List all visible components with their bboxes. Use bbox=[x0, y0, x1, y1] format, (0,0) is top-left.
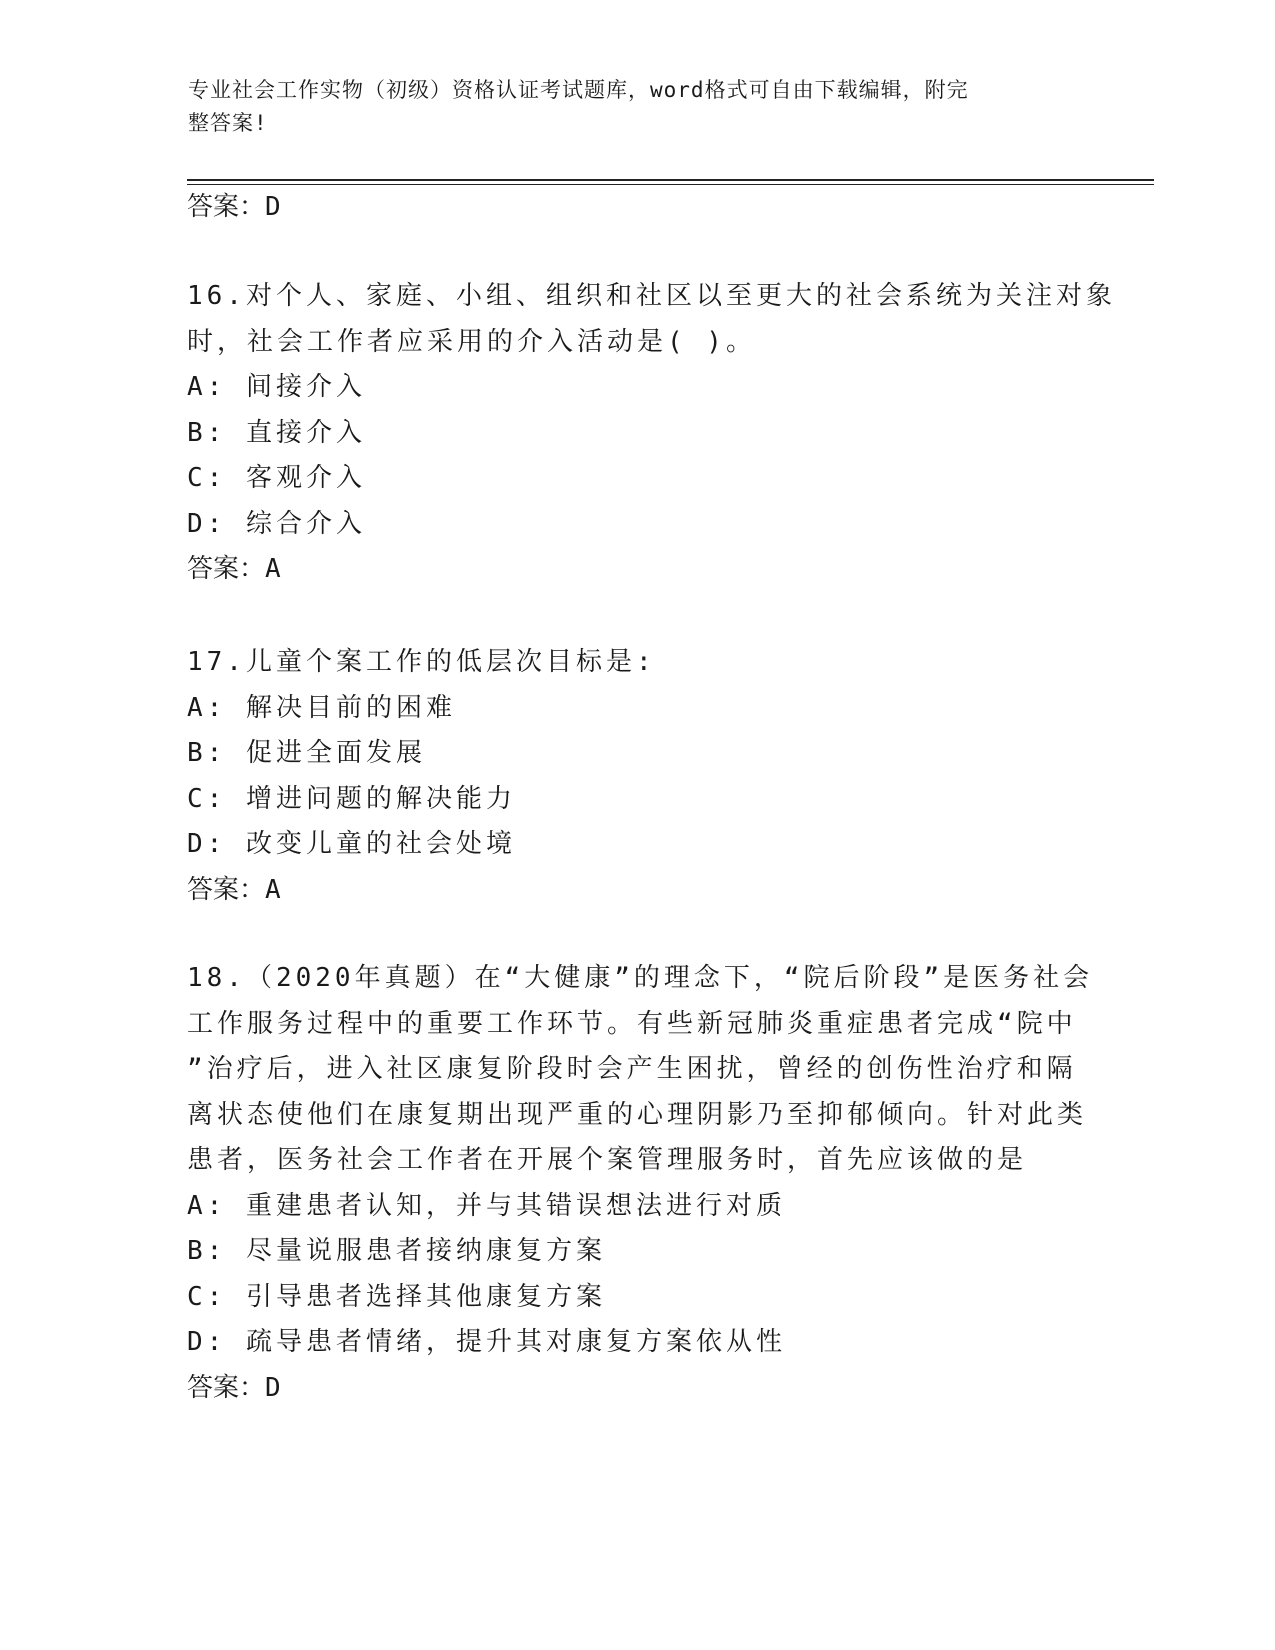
question-stem-line: ”治疗后，进入社区康复阶段时会产生困扰，曾经的创伤性治疗和隔 bbox=[187, 1054, 1077, 1084]
answer-value: D bbox=[265, 1372, 281, 1403]
option-d: D: 疏导患者情绪，提升其对康复方案依从性 bbox=[187, 1327, 786, 1357]
option-d: D: 改变儿童的社会处境 bbox=[187, 829, 516, 859]
question-stem-line: 17.儿童个案工作的低层次目标是: bbox=[187, 647, 656, 677]
question-stem-line: 时，社会工作者应采用的介入活动是( )。 bbox=[187, 326, 756, 357]
question-block-18 bbox=[187, 956, 1094, 1411]
option-a: A: 间接介入 bbox=[187, 372, 366, 402]
answer-label: 答案： bbox=[187, 874, 266, 905]
option-a: A: 重建患者认知，并与其错误想法进行对质 bbox=[187, 1190, 786, 1221]
answer-label: 答案： bbox=[187, 192, 266, 222]
answer-label: 答案： bbox=[187, 554, 266, 584]
option-c: C: 客观介入 bbox=[187, 463, 366, 493]
answer-label: 答案： bbox=[187, 1372, 266, 1403]
answer-line bbox=[187, 1366, 1087, 1412]
page-header bbox=[188, 74, 1068, 140]
answer-value: A bbox=[265, 554, 281, 584]
answer-line bbox=[187, 185, 1087, 231]
question-block-16 bbox=[187, 274, 1116, 593]
header-divider-thick bbox=[187, 179, 1154, 181]
option-c: C: 增进问题的解决能力 bbox=[187, 783, 516, 814]
answer-line bbox=[187, 868, 1087, 914]
question-stem-line: 患者，医务社会工作者在开展个案管理服务时，首先应该做的是 bbox=[187, 1145, 1028, 1175]
question-stem-line: 工作服务过程中的重要工作环节。有些新冠肺炎重症患者完成“院中 bbox=[187, 1008, 1077, 1039]
question-block-17 bbox=[187, 640, 1087, 913]
option-c: C: 引导患者选择其他康复方案 bbox=[187, 1281, 606, 1312]
answer-line bbox=[187, 547, 1087, 593]
header-line-1: 专业社会工作实物（初级）资格认证考试题库，word格式可自由下载编辑，附完 bbox=[188, 78, 969, 102]
option-b: B: 促进全面发展 bbox=[187, 738, 426, 768]
question-stem-line: 离状态使他们在康复期出现严重的心理阴影乃至抑郁倾向。针对此类 bbox=[187, 1099, 1088, 1130]
header-line-2: 整答案! bbox=[188, 111, 268, 135]
prev-answer-block bbox=[187, 185, 1087, 231]
option-d: D: 综合介入 bbox=[187, 508, 366, 539]
option-b: B: 直接介入 bbox=[187, 417, 366, 448]
question-stem-line: 18.（2020年真题）在“大健康”的理念下，“院后阶段”是医务社会 bbox=[187, 963, 1094, 993]
option-a: A: 解决目前的困难 bbox=[187, 692, 456, 723]
question-stem-line: 16.对个人、家庭、小组、组织和社区以至更大的社会系统为关注对象 bbox=[187, 281, 1116, 311]
answer-value: A bbox=[265, 874, 281, 905]
option-b: B: 尽量说服患者接纳康复方案 bbox=[187, 1236, 606, 1266]
answer-value: D bbox=[265, 192, 281, 222]
